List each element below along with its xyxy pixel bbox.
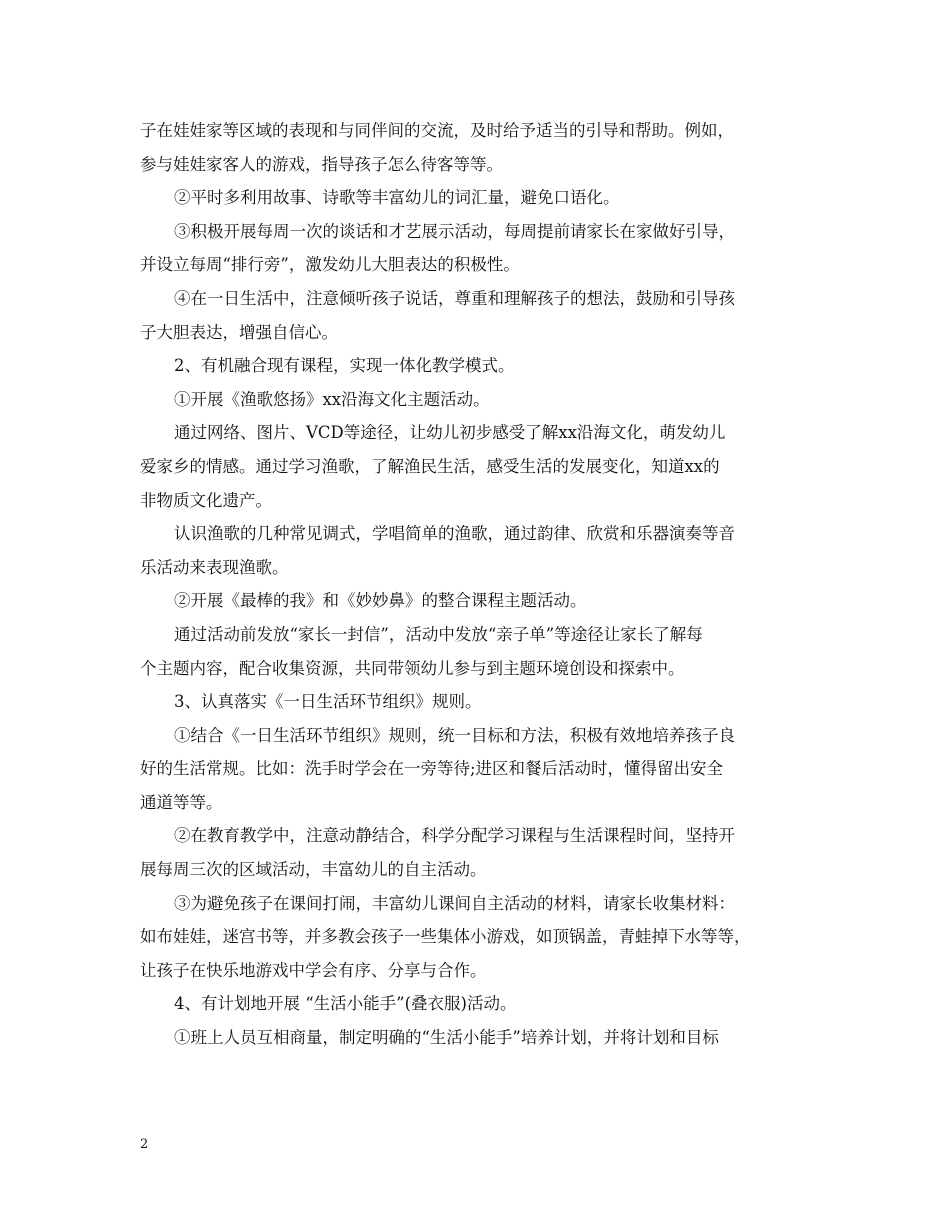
text-line: ①班上人员互相商量，制定明确的“生活小能手”培养计划，并将计划和目标 — [174, 1028, 719, 1048]
text-line: 认识渔歌的几种常见调式，学唱简单的渔歌，通过韵律、欣赏和乐器演奏等音 — [174, 524, 735, 544]
text-line: 爱家乡的情感。通过学习渔歌，了解渔民生活，感受生活的发展变化，知道xx的 — [140, 456, 720, 476]
document-body — [140, 114, 815, 1055]
text-line: 参与娃娃家客人的游戏，指导孩子怎么待客等等。 — [140, 154, 503, 174]
text-line: 非物质文化遗产。 — [140, 490, 272, 510]
text-line: 子大胆表达，增强自信心。 — [140, 322, 338, 342]
text-line: ③积极开展每周一次的谈话和才艺展示活动，每周提前请家长在家做好引导， — [174, 221, 735, 241]
text-line: 展每周三次的区域活动，丰富幼儿的自主活动。 — [140, 860, 487, 880]
text-line: ③为避免孩子在课间打闹，丰富幼儿课间自主活动的材料，请家长收集材料： — [174, 893, 735, 913]
text-line: 让孩子在快乐地游戏中学会有序、分享与合作。 — [140, 960, 487, 980]
text-line: 子在娃娃家等区域的表现和与同伴间的交流，及时给予适当的引导和帮助。例如， — [140, 121, 734, 140]
text-line: ②平时多利用故事、诗歌等丰富幼儿的词汇量，避免口语化。 — [174, 188, 620, 208]
text-line: 个主题内容，配合收集资源，共同带领幼儿参与到主题环境创设和探索中。 — [140, 658, 685, 678]
text-line: 2、有机融合现有课程，实现一体化教学模式。 — [174, 356, 515, 376]
text-line: 如布娃娃，迷宫书等，并多教会孩子一些集体小游戏，如顶锅盖，青蛙掉下水等等， — [140, 927, 751, 947]
text-line: 并设立每周“排行旁”，激发幼儿大胆表达的积极性。 — [140, 255, 520, 275]
text-line: 乐活动来表现渔歌。 — [140, 557, 289, 577]
text-line: ①开展《渔歌悠扬》xx沿海文化主题活动。 — [174, 389, 490, 409]
text-line: 好的生活常规。比如：洗手时学会在一旁等待;进区和餐后活动时，懂得留出安全 — [140, 759, 724, 779]
text-line: 通过活动前发放“家长一封信”，活动中发放“亲子单”等途径让家长了解每 — [174, 624, 703, 644]
text-line: ②开展《最棒的我》和《妙妙鼻》的整合课程主题活动。 — [174, 591, 587, 611]
text-line: 通过网络、图片、VCD等途径，让幼儿初步感受了解xx沿海文化，萌发幼儿 — [174, 423, 726, 443]
text-line: ②在教育教学中，注意动静结合，科学分配学习课程与生活课程时间，坚持开 — [174, 826, 735, 846]
text-line: 3、认真落实《一日生活环节组织》规则。 — [174, 692, 482, 712]
text-line: 4、有计划地开展 “生活小能手”(叠衣服)活动。 — [174, 994, 517, 1014]
page-number: 2 — [140, 1137, 149, 1152]
text-line: 通道等等。 — [140, 792, 223, 812]
text-line: ④在一日生活中，注意倾听孩子说话，尊重和理解孩子的想法，鼓励和引导孩 — [174, 288, 735, 308]
text-line: ①结合《一日生活环节组织》规则，统一目标和方法，积极有效地培养孩子良 — [174, 725, 735, 745]
